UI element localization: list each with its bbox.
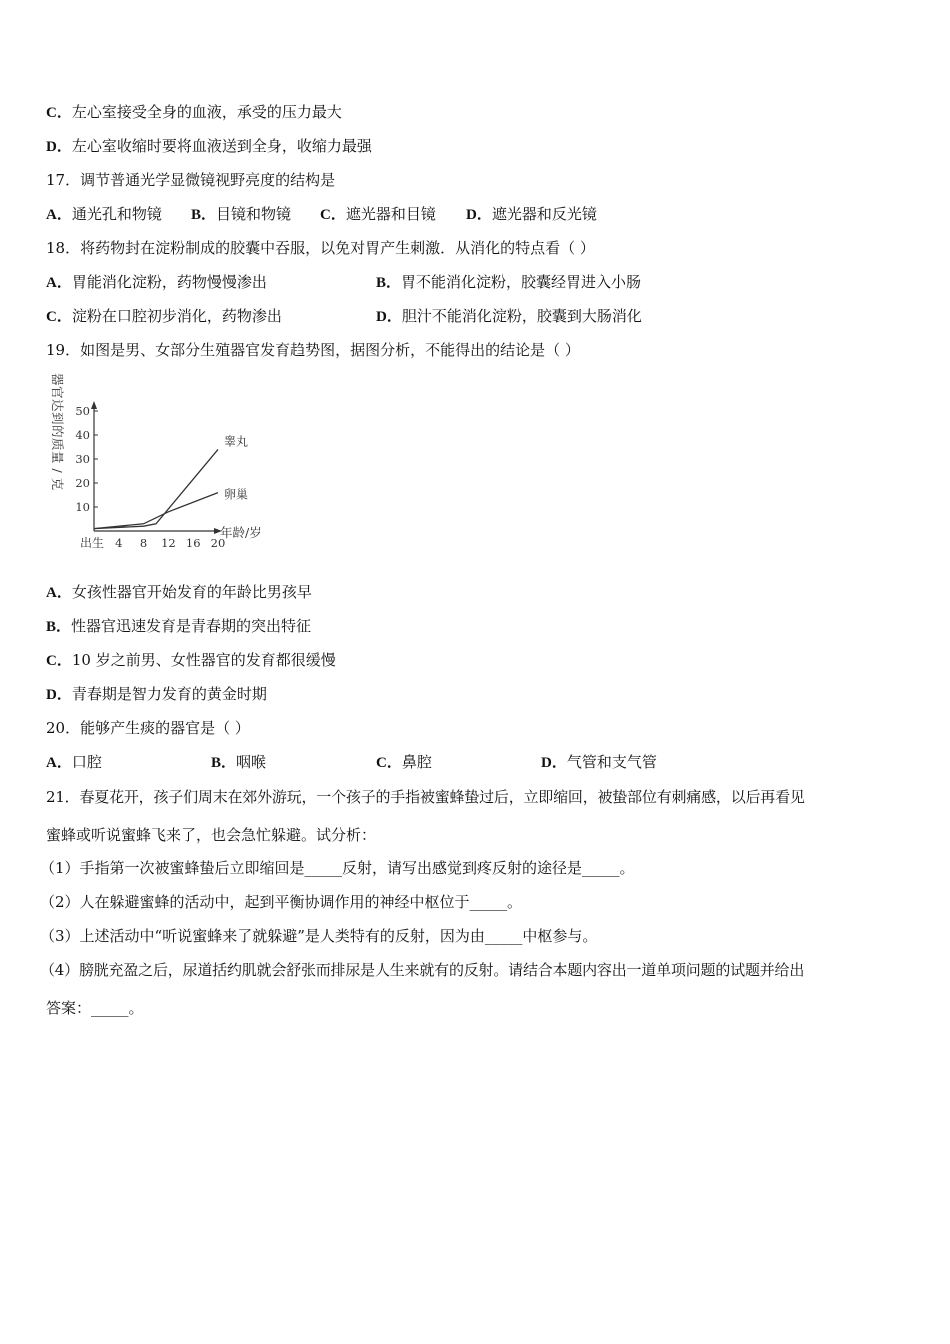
y-axis-label: 器官达到的质量 / 克 — [50, 373, 65, 491]
q17-stem: 17．调节普通光学显微镜视野亮度的结构是 — [46, 171, 336, 189]
x-tick-label: 12 — [161, 536, 176, 550]
q17-option-d: D．遮光器和反光镜 — [466, 205, 597, 223]
q20-stem: 20．能够产生痰的器官是（ ） — [46, 719, 250, 737]
x-origin-label: 出生 — [80, 536, 105, 550]
q17-options — [46, 204, 926, 224]
q18-stem: 18．将药物封在淀粉制成的胶囊中吞服，以免对胃产生刺激．从消化的特点看（ ） — [46, 239, 595, 257]
q21-part-4: （4）膀胱充盈之后，尿道括约肌就会舒张而排尿是人生来就有的反射。请结合本题内容出一道单项问题的试题并给出 — [40, 961, 805, 979]
series-label-ovary: 卵巢 — [224, 487, 249, 502]
x-axis-label: 年龄/岁 — [220, 525, 262, 540]
q19-stem: 19．如图是男、女部分生殖器官发育趋势图，据图分析，不能得出的结论是（ ） — [46, 341, 580, 359]
q18-option-a: A．胃能消化淀粉，药物慢慢渗出 — [46, 273, 267, 291]
q20-option-b: B．咽喉 — [211, 753, 267, 771]
q19-option-d: D．青春期是智力发育的黄金时期 — [46, 685, 267, 703]
q16-option-d: D．左心室收缩时要将血液送到全身，收缩力最强 — [46, 137, 372, 155]
q21-stem-line1: 21．春夏花开，孩子们周末在郊外游玩，一个孩子的手指被蜜蜂蛰过后，立即缩回，被蛰部位有刺痛感，以后再看见 — [46, 788, 805, 806]
x-tick-label: 8 — [139, 536, 148, 550]
q21-part-1: （1）手指第一次被蜜蜂蛰后立即缩回是_____反射，请写出感觉到疼反射的途径是_____。 — [40, 859, 635, 877]
q21-stem-line2: 蜜蜂或听说蜜蜂飞来了，也会急忙躲避。试分析： — [46, 826, 377, 844]
y-tick-label: 30 — [75, 452, 90, 466]
x-tick-label: 20 — [210, 536, 226, 550]
x-tick-label: 16 — [185, 536, 201, 550]
q20-option-c: C．鼻腔 — [376, 753, 432, 771]
q19-option-c: C．10 岁之前男、女性器官的发育都很缓慢 — [46, 651, 336, 669]
q17-option-b: B．目镜和物镜 — [191, 205, 292, 223]
q21-part-2: （2）人在躲避蜜蜂的活动中，起到平衡协调作用的神经中枢位于_____。 — [40, 893, 523, 911]
q21-part-3: （3）上述活动中“听说蜜蜂来了就躲避”是人类特有的反射，因为由_____中枢参与。 — [40, 927, 598, 945]
q17-option-a: A．通光孔和物镜 — [46, 205, 162, 223]
q16-option-c: C．左心室接受全身的血液，承受的压力最大 — [46, 103, 342, 121]
y-tick-label: 50 — [75, 404, 90, 418]
q19-option-a: A．女孩性器官开始发育的年龄比男孩早 — [46, 583, 312, 601]
series-line-testis — [94, 449, 218, 528]
q20-option-d: D．气管和支气管 — [541, 753, 657, 771]
x-tick-label: 4 — [115, 536, 123, 550]
q17-option-c: C．遮光器和目镜 — [320, 205, 436, 223]
series-label-testis: 睾丸 — [224, 434, 249, 449]
y-tick-label: 40 — [75, 428, 90, 442]
q21-part-4-answer: 答案：_____。 — [46, 999, 144, 1017]
q18-option-b: B．胃不能消化淀粉，胶囊经胃进入小肠 — [376, 273, 642, 291]
q20-option-a: A．口腔 — [46, 753, 102, 771]
organ-growth-chart — [40, 365, 280, 555]
y-tick-label: 20 — [75, 476, 90, 490]
y-axis-arrow — [91, 401, 97, 409]
q18-option-d: D．胆汁不能消化淀粉，胶囊到大肠消化 — [376, 307, 642, 325]
q18-option-c: C．淀粉在口腔初步消化，药物渗出 — [46, 307, 282, 325]
q18-options-row1 — [46, 272, 926, 292]
q20-options — [46, 752, 926, 772]
q19-option-b: B．性器官迅速发育是青春期的突出特征 — [46, 617, 312, 635]
y-tick-label: 10 — [75, 500, 90, 514]
q18-options-row2 — [46, 306, 926, 326]
